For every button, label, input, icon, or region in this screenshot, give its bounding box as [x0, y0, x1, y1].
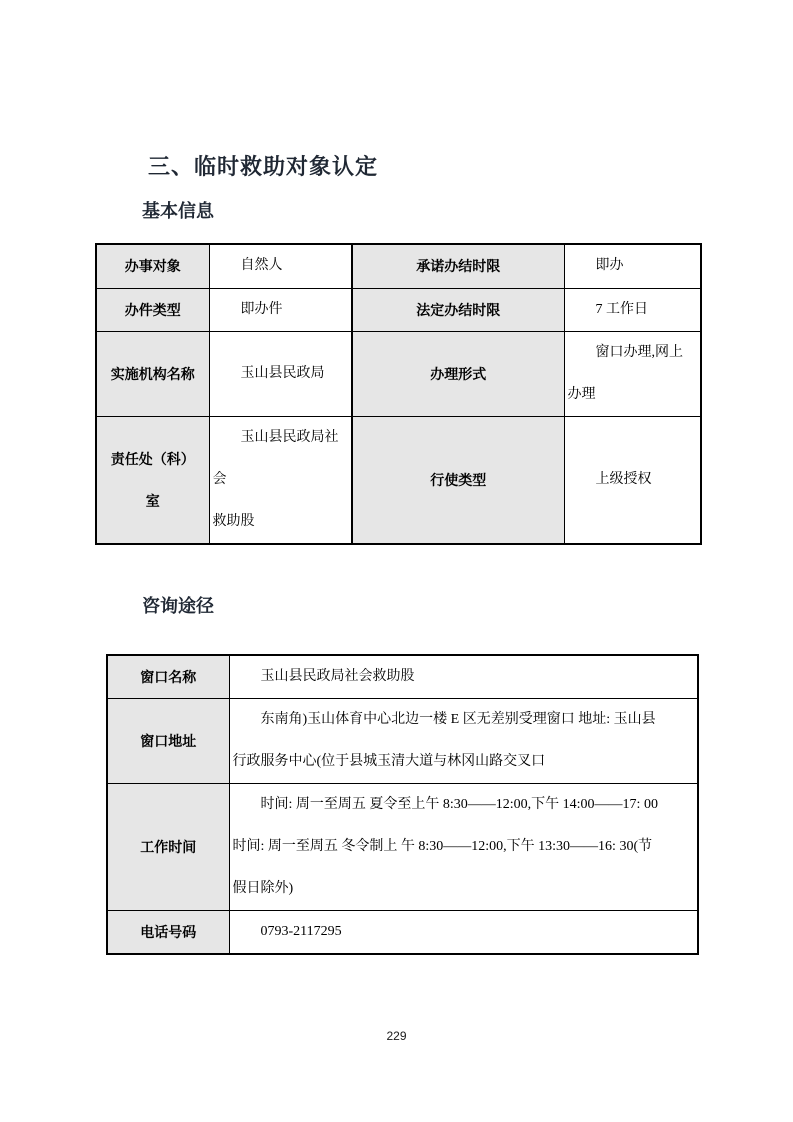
value-cell	[209, 244, 352, 288]
basic-info-table	[95, 243, 702, 545]
value-cell	[209, 331, 352, 416]
value-cell	[564, 288, 701, 331]
label-cell: 办件类型	[96, 288, 209, 331]
value-cell	[564, 416, 701, 544]
value-text-line: 办理	[567, 386, 596, 402]
label-cell: 实施机构名称	[96, 331, 209, 416]
value-cell	[229, 699, 698, 784]
label-text-line: 室	[145, 492, 160, 509]
value-text-line: 时间: 周一至周五 夏令至上午 8:30——12:00,下午 14:00——17: 00	[260, 797, 658, 812]
table-row	[107, 699, 698, 784]
table-row	[96, 416, 701, 544]
table-row	[107, 655, 698, 699]
table-row	[107, 911, 698, 955]
value-text-line: 窗口办理,网上	[595, 344, 683, 360]
label-cell: 承诺办结时限	[352, 244, 564, 288]
label-cell: 窗口名称	[107, 655, 229, 699]
label-cell	[96, 416, 209, 544]
label-cell: 电话号码	[107, 911, 229, 955]
value-cell	[209, 416, 352, 544]
value-text-line: 东南角)玉山体育中心北边一楼 E 区无差别受理窗口 地址: 玉山县	[260, 712, 656, 727]
value-cell	[229, 655, 698, 699]
value-cell	[564, 331, 701, 416]
consult-table	[106, 654, 699, 955]
value-text-line: 行政服务中心(位于县城玉清大道与林冈山路交叉口	[232, 754, 546, 769]
section-heading-basic-info: 基本信息	[142, 201, 214, 221]
value-text-line: 玉山县民政局社会	[212, 429, 339, 487]
value-text-line: 假日除外)	[232, 881, 294, 896]
label-text-line: 责任处（科）	[110, 450, 195, 467]
label-cell: 办事对象	[96, 244, 209, 288]
value-text: 即办	[595, 258, 624, 274]
table-row	[96, 288, 701, 331]
table-row	[96, 244, 701, 288]
value-cell	[229, 784, 698, 911]
label-cell: 行使类型	[352, 416, 564, 544]
page-title: 三、临时救助对象认定	[148, 154, 379, 179]
value-text-line: 时间: 周一至周五 冬令制上 午 8:30——12:00,下午 13:30——16: 30(节	[232, 839, 653, 854]
label-cell: 工作时间	[107, 784, 229, 911]
section-heading-consult: 咨询途径	[142, 596, 214, 616]
value-text: 玉山县民政局社会救助股	[260, 669, 415, 684]
value-text: 上级授权	[595, 471, 652, 487]
label-cell: 办理形式	[352, 331, 564, 416]
table-row	[96, 331, 701, 416]
value-cell	[209, 288, 352, 331]
label-cell: 法定办结时限	[352, 288, 564, 331]
value-text: 0793-2117295	[260, 924, 342, 939]
value-text: 玉山县民政局	[240, 365, 325, 381]
page-number: 229	[386, 1029, 407, 1043]
value-cell	[564, 244, 701, 288]
value-text: 7 工作日	[595, 301, 648, 317]
value-text-line: 救助股	[212, 513, 255, 529]
value-text: 自然人	[240, 258, 283, 274]
label-cell: 窗口地址	[107, 699, 229, 784]
value-cell	[229, 911, 698, 955]
table-row	[107, 784, 698, 911]
value-text: 即办件	[240, 301, 283, 317]
